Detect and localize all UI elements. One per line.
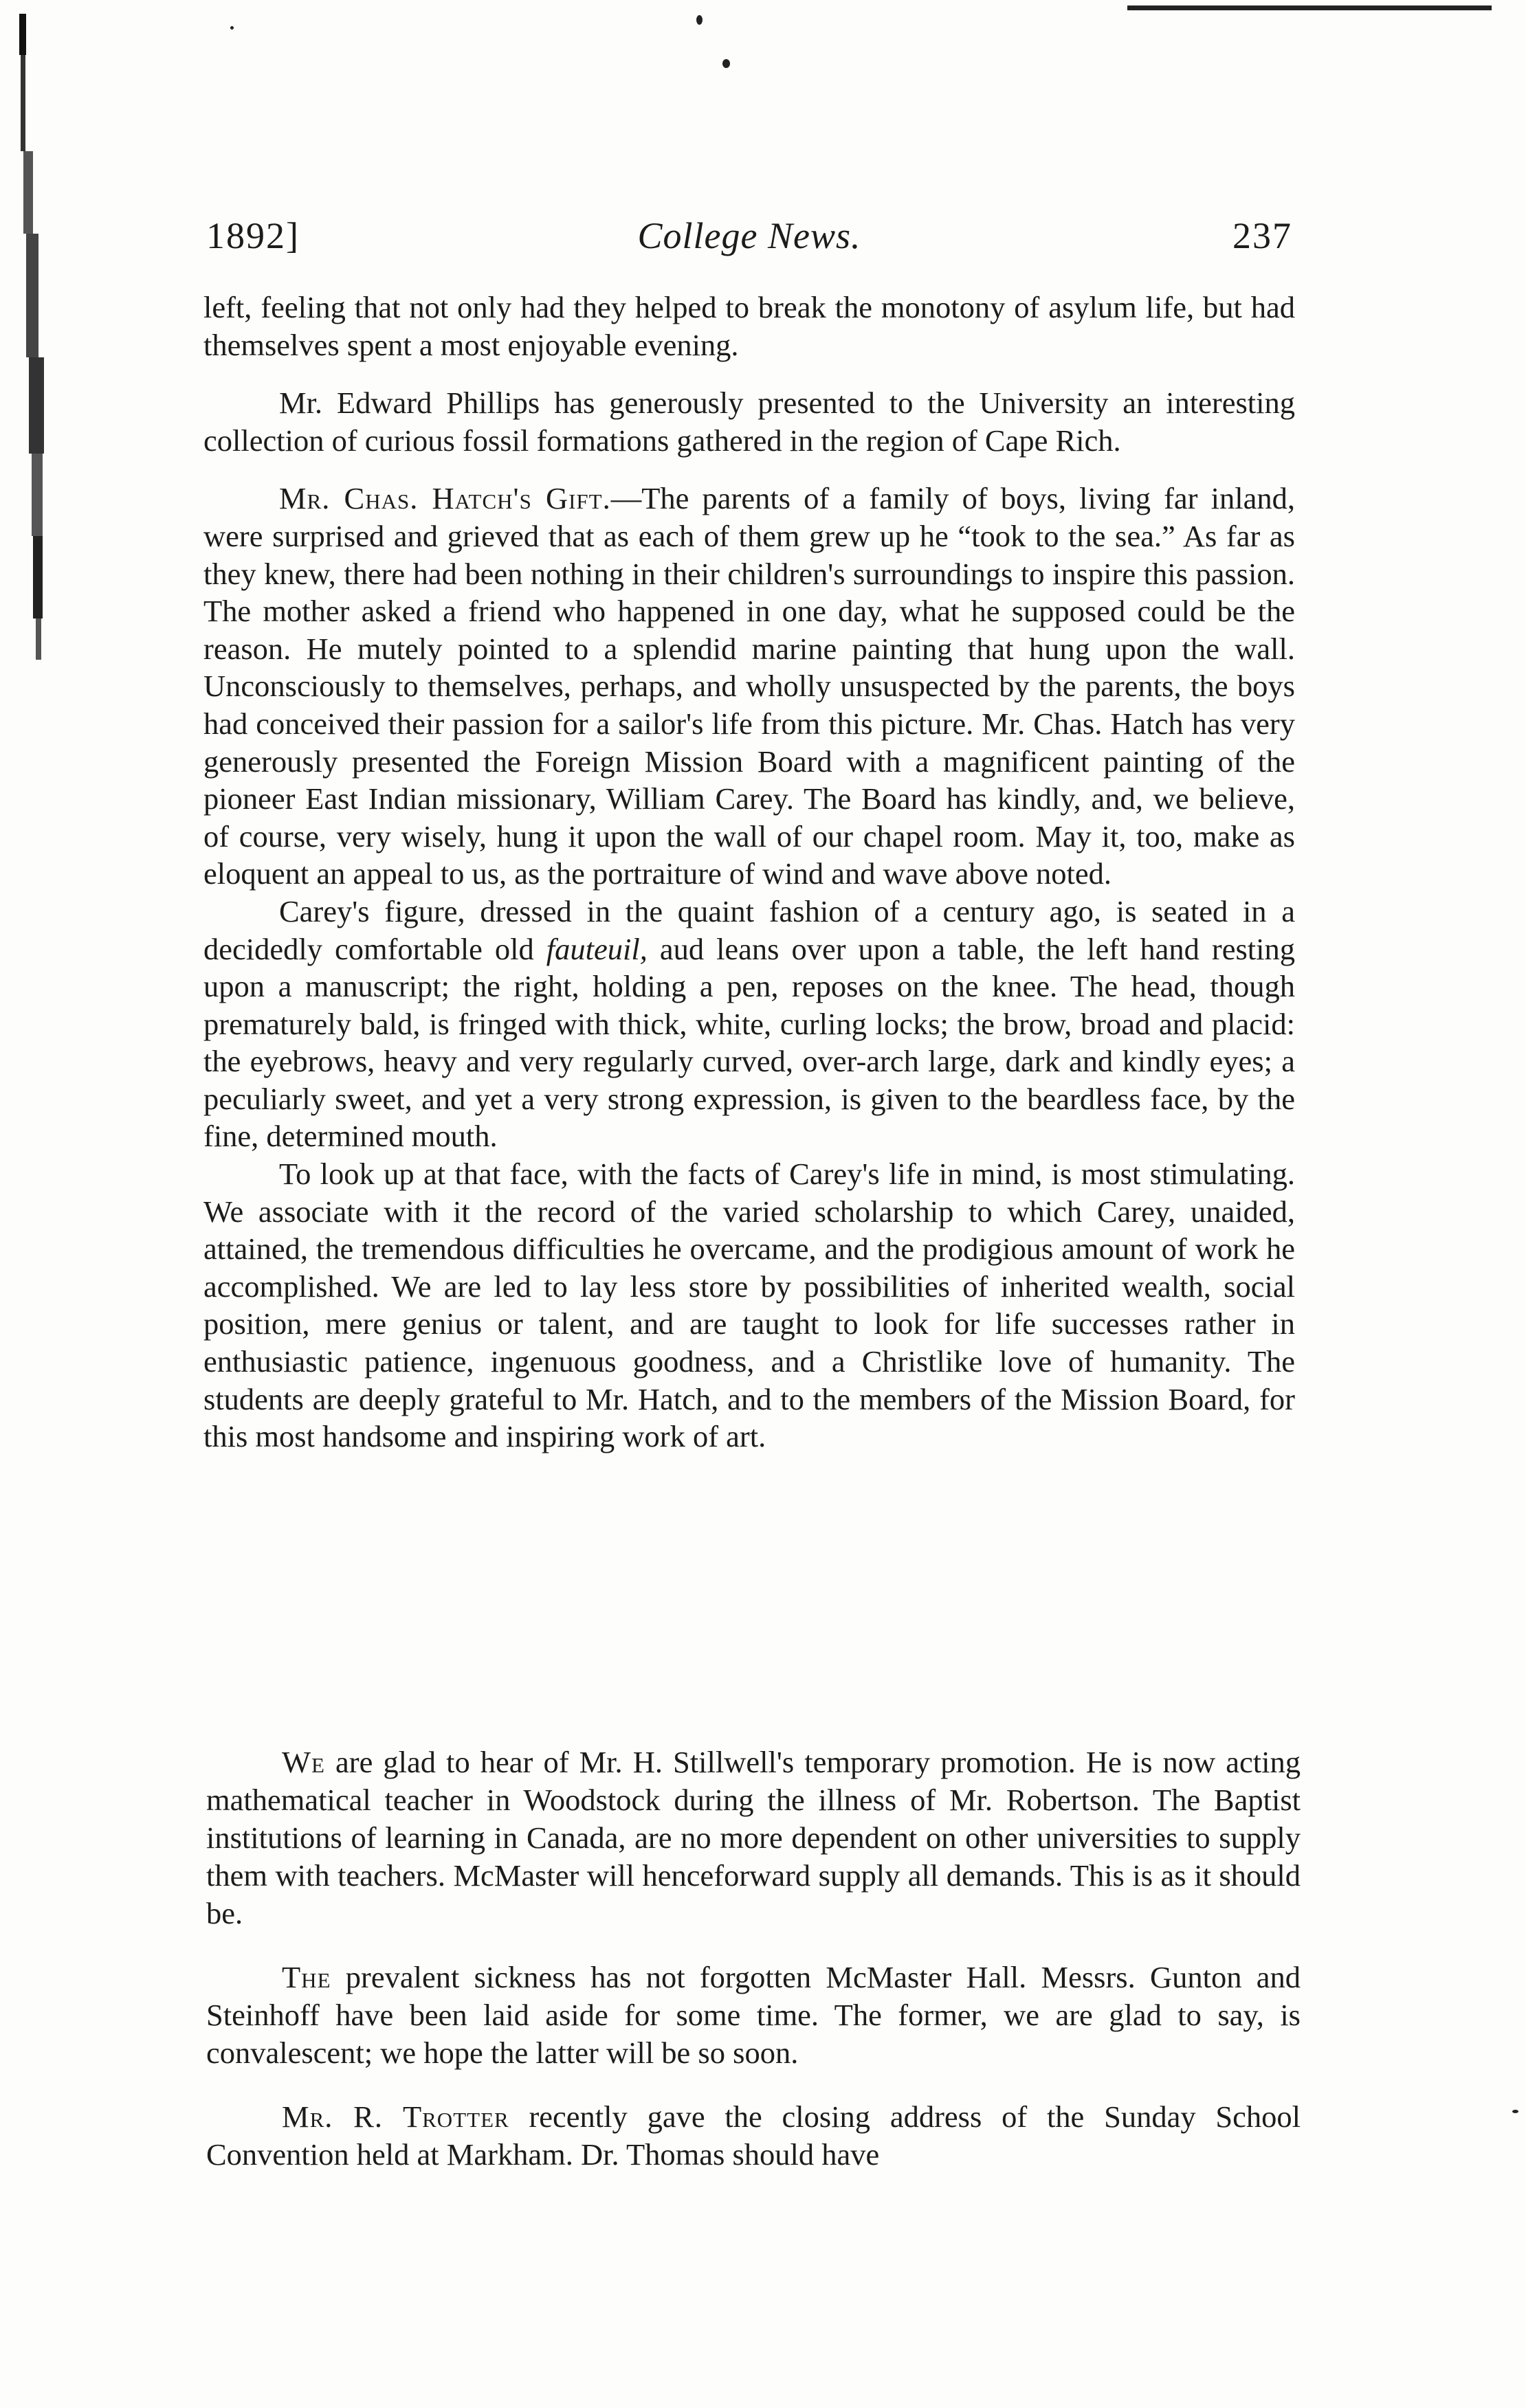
paragraph-trotter bbox=[206, 2098, 1301, 2174]
paragraph-carey-figure bbox=[203, 893, 1295, 1155]
trotter-lead: Mr. R. Trotter bbox=[282, 2099, 509, 2134]
header-title: College News. bbox=[637, 215, 861, 256]
hatch-gift-body: —The parents of a family of boys, living far inland, were surprised and grieved that as each of them grew up he “took to the sea.” As far as they knew, there had been nothing in their children's surroundings to inspire this passion. The mother asked a friend who happened in one day, what he supposed could be the reason. He mutely pointed to a splendid marine painting that hung upon the wall. Unconsciously to themselves, perhaps, and wholly unsuspected by the parents, the boys had conceived their passion for a sailor's life from this picture. Mr. Chas. Hatch has very generously presented the Foreign Mission Board with a magnificent painting of the pioneer East Indian missionary, William Carey. The Board has kindly, and, we believe, of course, very wisely, hung it upon the wall of our chapel room. May it, too, make as eloquent an appeal to us, as the portraiture of wind and wave above noted. bbox=[203, 481, 1295, 891]
carey-figure-text-a: Carey's figure, dressed in the quaint fashion of a century ago, is seated in a decidedly comfortable old bbox=[203, 893, 1295, 966]
paragraph-hatch-gift bbox=[203, 480, 1295, 893]
article-column bbox=[203, 289, 1295, 1456]
stillwell-lead: We bbox=[282, 1745, 325, 1779]
carey-figure-italic: fauteuil, bbox=[546, 931, 648, 966]
scan-speck bbox=[722, 59, 730, 68]
scan-speck bbox=[230, 26, 234, 30]
paragraph-stillwell bbox=[206, 1743, 1301, 1932]
carey-figure-text-b: aud leans over upon a table, the left hand resting upon a manuscript; the right, holding a pen, reposes on the knee. The head, though prematurely bald, is fringed with thick, white, curling locks; the brow, broad and placid: the eyebrows, heavy and very regularly curved, over-arch large, dark and kindly eyes; a peculiarly sweet, and yet a very strong expression, is given to the beardless face, by the fine, determined mouth. bbox=[203, 931, 1296, 1154]
scan-speck bbox=[1512, 2110, 1518, 2113]
news-items bbox=[206, 1743, 1301, 2200]
hatch-gift-heading: Mr. Chas. Hatch's Gift. bbox=[279, 481, 611, 516]
sickness-lead: The bbox=[282, 1960, 331, 1994]
header-year: 1892] bbox=[206, 215, 300, 256]
running-header bbox=[206, 214, 1292, 269]
page-number: 237 bbox=[1232, 215, 1292, 256]
trotter-body: recently gave the closing address of the Sunday School Convention held at Markham. Dr. Thomas should have bbox=[206, 2099, 1301, 2172]
scan-speck bbox=[696, 15, 703, 25]
binding-edge-artifact bbox=[19, 14, 47, 660]
stillwell-body: are glad to hear of Mr. H. Stillwell's temporary promotion. He is now acting mathematical teacher in Woodstock during the illness of Mr. Robertson. The Baptist institutions of learning in Canada, are no more dependent on other universities to supply them with teachers. McMaster will henceforward supply all demands. This is as it should be. bbox=[206, 1745, 1301, 1930]
sickness-body: prevalent sickness has not forgotten McMaster Hall. Messrs. Gunton and Steinhoff have been laid aside for some time. The former, we are glad to say, is convalescent; we hope the latter will be so soon. bbox=[206, 1960, 1301, 2070]
scan-edge-rule bbox=[1127, 5, 1492, 10]
paragraph-fossil-gift: Mr. Edward Phillips has generously presented to the University an interesting collection of curious fossil formations gathered in the region of Cape Rich. bbox=[203, 386, 1295, 458]
paragraph-carey-face: To look up at that face, with the facts of Carey's life in mind, is most stimulating. We associate with it the record of the varied scholarship to which Carey, unaided, attained, the tremendous difficulties he overcame, and the prodigious amount of work he accomplished. We are led to lay less store by possibilities of inherited wealth, social position, mere genius or talent, and are taught to look for life successes rather in enthusiastic patience, ingenuous goodness, and a Christlike love of humanity. The students are deeply grateful to Mr. Hatch, and to the members of the Mission Board, for this most handsome and inspiring work of art. bbox=[203, 1157, 1295, 1454]
paragraph-sickness bbox=[206, 1959, 1301, 2072]
paragraph-asylum-evening: left, feeling that not only had they helped to break the monotony of asylum life, but had themselves spent a most enjoyable evening. bbox=[203, 290, 1295, 362]
